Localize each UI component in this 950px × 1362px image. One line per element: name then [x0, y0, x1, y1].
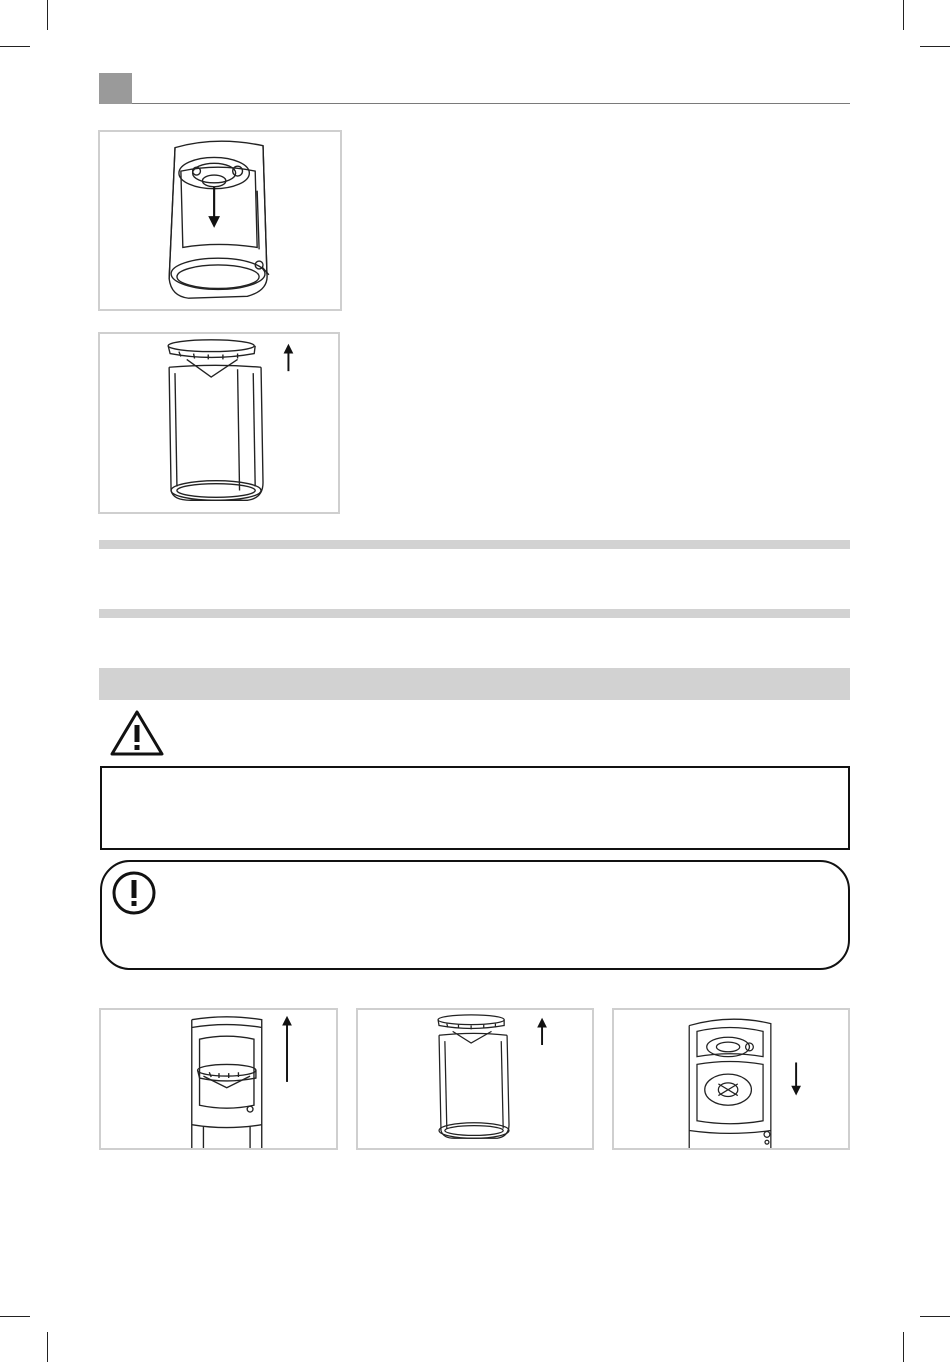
figure-grinder-insert-top	[612, 1008, 850, 1150]
crop-mark	[920, 46, 950, 47]
warning-box	[100, 766, 850, 850]
hopper-lid-lift-illustration	[358, 1010, 592, 1148]
exclamation-circle-icon	[111, 870, 157, 916]
grinder-bean-hopper-illustration	[100, 132, 340, 309]
crop-mark	[903, 1332, 904, 1362]
section-divider	[99, 609, 850, 618]
hopper-lid-lift-illustration	[100, 334, 338, 512]
figure-grinder-slide-up	[99, 1008, 338, 1150]
header-rule	[132, 103, 850, 104]
crop-mark	[47, 0, 48, 30]
figure-hopper-lid-lift	[98, 332, 340, 514]
crop-mark	[47, 1332, 48, 1362]
note-box	[100, 860, 850, 970]
figure-hopper-lid-lift-small	[356, 1008, 594, 1150]
crop-mark	[0, 1316, 30, 1317]
crop-mark	[920, 1316, 950, 1317]
page-tab	[99, 73, 132, 104]
crop-mark	[903, 0, 904, 30]
crop-mark	[0, 46, 30, 47]
section-divider	[99, 540, 850, 549]
grinder-top-insert-illustration	[614, 1010, 848, 1148]
section-heading-band	[99, 668, 850, 700]
figure-grinder-remove-top	[98, 130, 342, 311]
grinder-hopper-slide-up-illustration	[101, 1010, 336, 1148]
warning-triangle-icon	[108, 708, 166, 758]
